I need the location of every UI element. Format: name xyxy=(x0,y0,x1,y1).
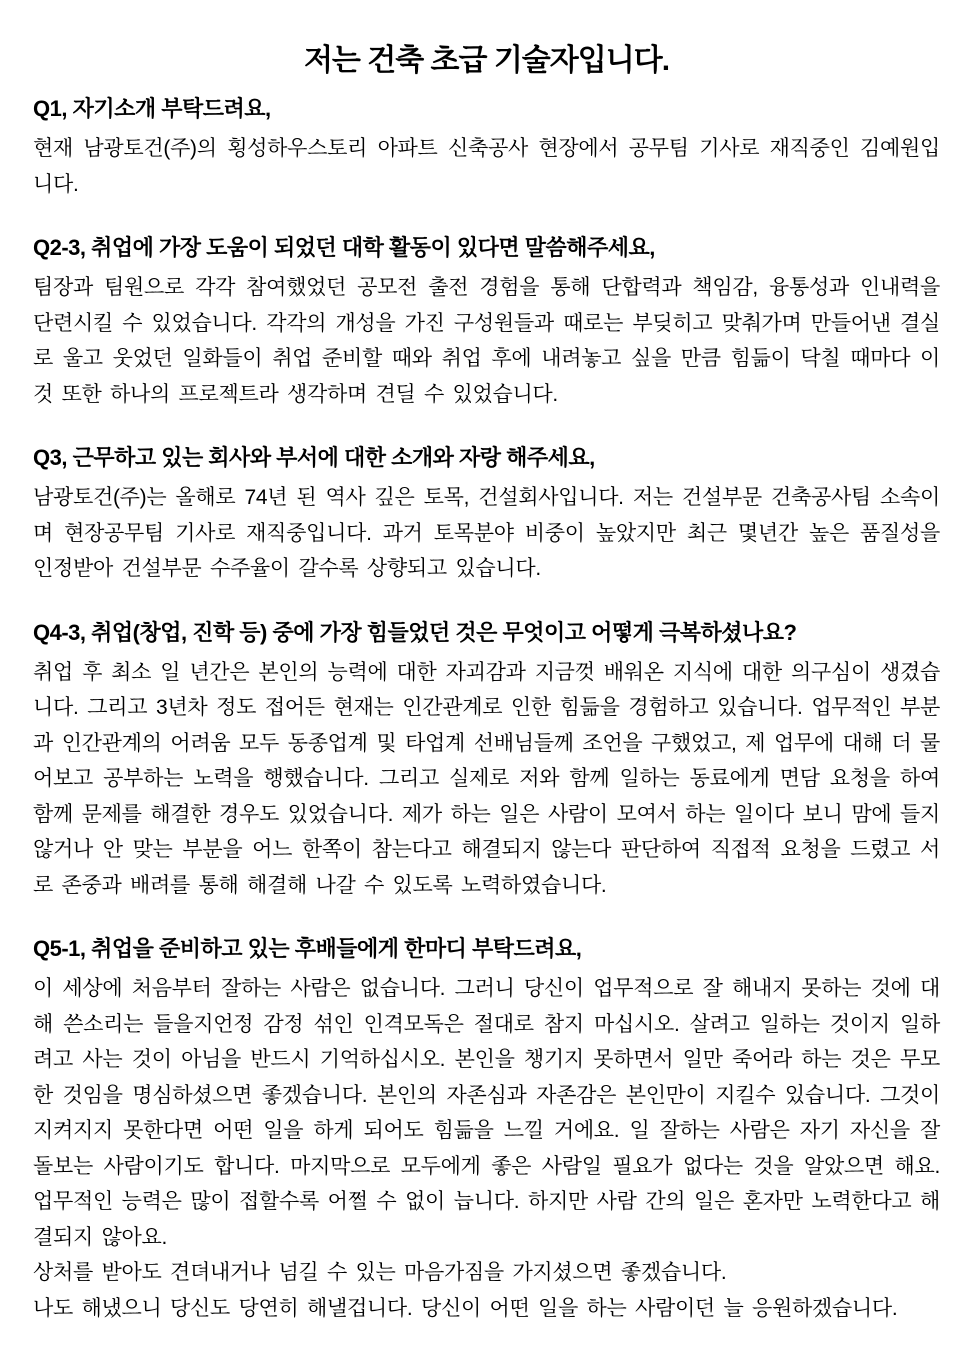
answer-paragraph: 상처를 받아도 견뎌내거나 넘길 수 있는 마음가짐을 가지셨으면 좋겠습니다. xyxy=(33,1261,727,1284)
answer-paragraph: 이 세상에 처음부터 잘하는 사람은 없습니다. 그러니 당신이 업무적으로 잘 해내지 못하는 것에 대해 쓴소리는 들을지언정 감정 섞인 인격모독은 절대로 참지 마십시오. 살려고 일하는 것이지 일하려고 사는 것이 아님을 반드시 기억하십시오. 본인을 챙기지 못하면서 일만 죽어라 하는 것은 무모한 것임을 명심하셨으면 좋겠습니다. 본인의 자존심과 자존감은 본인만이 지킬수 있습니다. 그것이 지켜지지 못한다면 어떤 일을 하게 되어도 힘듦을 느낄 거에요. 일 잘하는 사람은 자기 자신을 잘 돌보는 사람이기도 합니다. 마지막으로 모두에게 좋은 사람일 필요가 없다는 것을 알았으면 해요. 업무적인 능력은 많이 접할수록 어쩔 수 없이 늡니다. 하지만 사람 간의 일은 혼자만 노력한다고 해결되지 않아요. xyxy=(33,977,940,1249)
answer-q5-1 xyxy=(33,971,940,1326)
question-heading-q1: Q1, 자기소개 부탁드려요, xyxy=(33,96,271,121)
section-q1 xyxy=(33,94,940,202)
question-heading-q2-3: Q2-3, 취업에 가장 도움이 되었던 대학 활동이 있다면 말씀해주세요, xyxy=(33,235,655,260)
answer-q2-3 xyxy=(33,270,940,412)
answer-paragraph: 취업 후 최소 일 년간은 본인의 능력에 대한 자괴감과 지금껏 배워온 지식에 대한 의구심이 생겼습니다. 그리고 3년차 정도 접어든 현재는 인간관계로 인한 힘듦을 경험하고 있습니다. 업무적인 부분과 인간관계의 어려움 모두 동종업계 및 타업계 선배님들께 조언을 구했었고, 제 업무에 대해 더 물어보고 공부하는 노력을 행했습니다. 그리고 실제로 저와 함께 일하는 동료에게 면담 요청을 하여 함께 문제를 해결한 경우도 있었습니다. 제가 하는 일은 사람이 모여서 하는 일이다 보니 맘에 들지 않거나 안 맞는 부분을 어느 한쪽이 참는다고 해결되지 않는다 판단하여 직접적 요청을 드렸고 서로 존중과 배려를 통해 해결해 나갈 수 있도록 노력하였습니다. xyxy=(33,660,940,897)
section-q5-1 xyxy=(33,934,940,1326)
answer-q1 xyxy=(33,131,940,202)
answer-paragraph: 현재 남광토건(주)의 횡성하우스토리 아파트 신축공사 현장에서 공무팀 기사로 재직중인 김예원입니다. xyxy=(33,137,940,196)
answer-paragraph: 나도 해냈으니 당신도 당연히 해낼겁니다. 당신이 어떤 일을 하는 사람이던 늘 응원하겠습니다. xyxy=(33,1296,898,1320)
answer-q3 xyxy=(33,480,940,587)
section-q3 xyxy=(33,443,940,587)
answer-paragraph: 팀장과 팀원으로 각각 참여했었던 공모전 출전 경험을 통해 단합력과 책임감, 융통성과 인내력을 단련시킬 수 있었습니다. 각각의 개성을 가진 구성원들과 때로는 부딪히고 맞춰가며 만들어낸 결실로 울고 웃었던 일화들이 취업 준비할 때와 취업 후에 내려놓고 싶을 만큼 힘듦이 닥칠 때마다 이것 또한 하나의 프로젝트라 생각하며 견딜 수 있었습니다. xyxy=(33,276,940,406)
question-heading-q5-1: Q5-1, 취업을 준비하고 있는 후배들에게 한마디 부탁드려요, xyxy=(33,936,582,961)
answer-q4-3 xyxy=(33,655,940,904)
page-title: 저는 건축 초급 기술자입니다. xyxy=(303,44,670,77)
question-heading-q4-3: Q4-3, 취업(창업, 진학 등) 중에 가장 힘들었던 것은 무엇이고 어떻게 극복하셨나요? xyxy=(33,619,797,645)
section-q4-3 xyxy=(33,618,940,904)
answer-paragraph: 남광토건(주)는 올해로 74년 된 역사 깊은 토목, 건설회사입니다. 저는 건설부문 건축공사팀 소속이며 현장공무팀 기사로 재직중입니다. 과거 토목분야 비중이 높았지만 최근 몇년간 높은 품질성을 인정받아 건설부문 수주율이 갈수록 상향되고 있습니다. xyxy=(33,486,940,580)
section-q2-3 xyxy=(33,233,940,412)
question-heading-q3: Q3, 근무하고 있는 회사와 부서에 대한 소개와 자랑 해주세요, xyxy=(33,445,595,470)
